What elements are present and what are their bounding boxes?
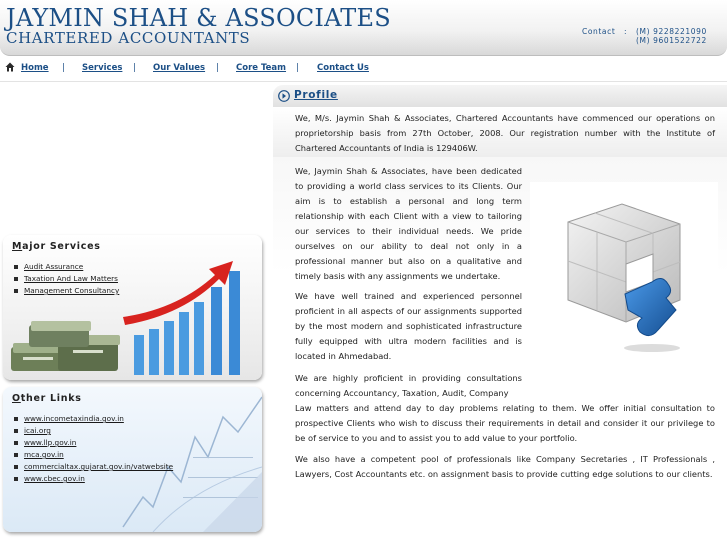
site-subtitle: CHARTERED ACCOUNTANTS	[6, 29, 251, 47]
other-links-panel	[3, 387, 262, 532]
profile-heading: Profile	[294, 89, 338, 101]
profile-paragraph-professionals: We also have a competent pool of professionals like Company Secretaries , IT Professionals , Lawyers, Cost Accountants etc. on assignment basis to provide cutting edge solutions to our clients.	[295, 454, 715, 479]
services-list	[13, 261, 119, 297]
nav-separator: |	[62, 63, 65, 73]
consultations-text-part-1: We are highly proficient in providing consultations concerning Accountancy, Taxation, Audit, Company	[295, 373, 522, 398]
nav-core-team-link[interactable]: Core Team	[236, 63, 287, 73]
link-commercialtax-gujarat[interactable]: commercialtax.gujarat.gov.in/vatwebsite	[13, 461, 173, 473]
profile-heading-bar	[273, 85, 727, 107]
nav-separator: |	[133, 63, 136, 73]
money-growth-illustration	[3, 235, 262, 380]
profile-paragraph-dedication: We, Jaymin Shah & Associates, have been dedicated to providing a world class services to its Clients. Our aim is to establish a personal and long term relationship with each Client with a view to tailoring our services to their individual needs. We pride ourselves on our ability to deal not only in a professional manner but also on a qualitative and timely basis with any assignments we undertake.	[295, 166, 522, 281]
puzzle-image	[530, 182, 718, 372]
link-llp[interactable]: www.llp.gov.in	[13, 437, 173, 449]
contact-separator: :	[624, 27, 628, 36]
major-services-heading: Major Services	[12, 241, 101, 252]
nav-divider	[0, 81, 727, 82]
nav-services-link[interactable]: Services	[82, 63, 123, 73]
main-nav	[0, 60, 727, 78]
link-cbec[interactable]: www.cbec.gov.in	[13, 473, 173, 485]
nav-our-values-link[interactable]: Our Values	[153, 63, 206, 73]
home-icon	[5, 62, 15, 72]
phone-number-1: (M) 9228221090	[636, 27, 707, 36]
site-title: JAYMIN SHAH & ASSOCIATES	[6, 4, 391, 32]
other-links-heading: Other Links	[12, 393, 82, 404]
site-header	[0, 0, 727, 56]
profile-paragraph-personnel: We have well trained and experienced personnel proficient in all aspects of our assignments supported by the most modern and sophisticated infrastructure fully equipped with ultra modern facilities and is located in Ahmedabad.	[295, 291, 522, 361]
link-incometaxindia[interactable]: www.incometaxindia.gov.in	[13, 413, 173, 425]
service-link-management-consultancy[interactable]: Management Consultancy	[13, 285, 119, 297]
link-mca[interactable]: mca.gov.in	[13, 449, 173, 461]
phone-number-2: (M) 9601522722	[636, 36, 707, 45]
profile-intro-paragraph: We, M/s. Jaymin Shah & Associates, Chartered Accountants have commenced our operations on proprietorship basis from 27th October, 2008. Our registration number with the Institute of Chartered Accountants of India is 129406W.	[295, 113, 715, 153]
service-link-taxation[interactable]: Taxation And Law Matters	[13, 273, 119, 285]
contact-label: Contact	[582, 27, 616, 36]
major-services-panel	[3, 235, 262, 380]
consultations-text-part-2: Law matters and attend day to day problems relating to them. We offer initial consultation to prospective Clients who wish to discuss their requirements in detail and consider it our privilege to be of service to you and to assist you to add value to your portfolio.	[295, 403, 715, 443]
service-link-audit-assurance[interactable]: Audit Assurance	[13, 261, 119, 273]
puzzle-illustration	[530, 182, 718, 372]
other-links-list	[13, 413, 173, 485]
nav-separator: |	[216, 63, 219, 73]
link-icai[interactable]: icai.org	[13, 425, 173, 437]
nav-home-link[interactable]: Home	[21, 63, 49, 73]
arrow-right-circle-icon	[278, 90, 290, 102]
profile-paragraph-consultations	[295, 371, 715, 446]
nav-separator: |	[296, 63, 299, 73]
nav-contact-us-link[interactable]: Contact Us	[317, 63, 369, 73]
